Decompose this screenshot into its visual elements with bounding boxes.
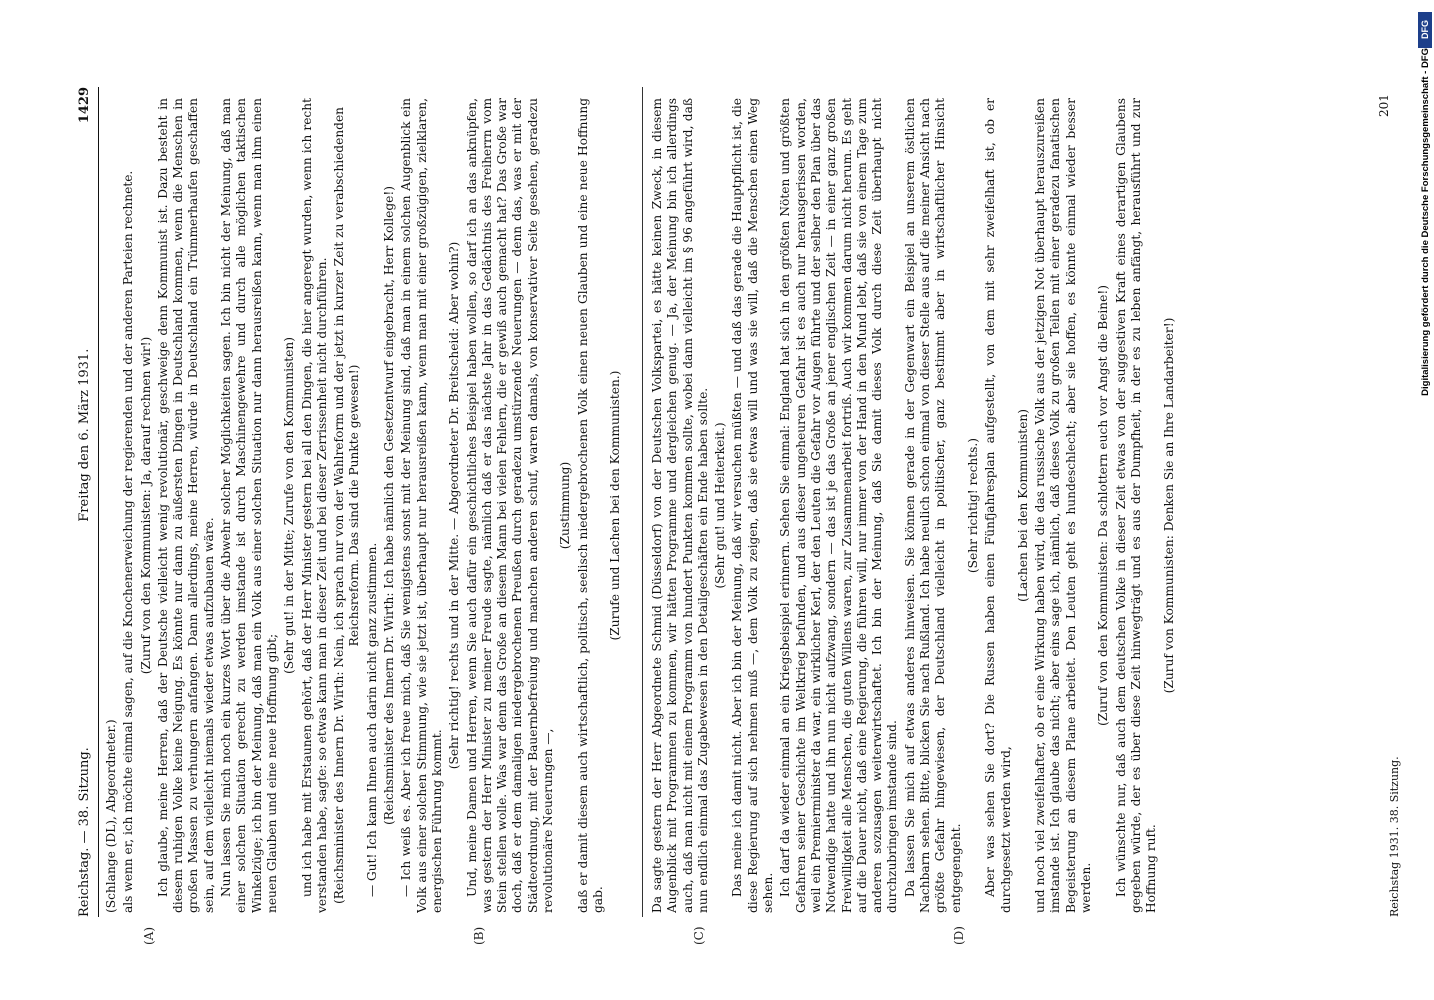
interjection: (Lachen bei den Kommunisten) <box>1015 408 1030 603</box>
right-column <box>650 98 1370 913</box>
paragraph: Nun lassen Sie mich noch ein kurzes Wort über die Abwehr solcher Möglichkeiten sagen. Ich bin nicht der Meinung, daß man einer solchen Situation gerecht zu werden imstande ist durch Maschinengewehre und durch alle möglichen taktischen Winkelzüge; ich bin der Meinung, daß man ein Volk aus einer solchen Situation nur dann herausreißen kann, wenn man ihm einen neuen Glauben und eine neue Hoffnung gibt; <box>219 98 279 913</box>
session-date: Freitag den 6. März 1931. <box>77 348 93 522</box>
margin-letter-a: (A) <box>142 926 156 945</box>
interjection: (Sehr gut! in der Mitte; Zurufe von den Kommunisten) <box>282 337 297 674</box>
margin-letter-d: (D) <box>952 926 966 945</box>
page-number: 1429 <box>77 87 93 124</box>
paragraph: Da lassen Sie mich auf etwas anderes hinweisen. Sie können gerade in der Gegenwart ein Beispiel an unserem östlichen Nachbarn sehen. Bitte, blicken Sie nach Rußland. Ich habe neulich schon einmal von dieser Stelle aus auf die meiner Ansicht nach größte Gefahr hingewiesen, der Deutschland vielleicht in politischer, ganz bestimmt aber in wirtschaftlicher Hinsicht entgegengeht. <box>902 98 963 913</box>
paragraph: Ich glaube, meine Herren, daß der Deutsche vielleicht wenig revolutionär, geschweige denn Kommunist ist. Dazu besteht in diesem ruhigen Volke keine Neigung. Es könnte nur dann zu äußersten Dingen in Deutschland kommen, wenn die Menschen in großen Massen zu verhungern anfangen. Dann allerdings, meine Herren, würde in Deutschland ein Trümmerhaufen geschaffen sein, auf dem vielleicht niemals wieder etwas aufzubauen wäre. <box>155 98 216 913</box>
rotated-page <box>72 87 1412 945</box>
paragraph: als wenn er, ich möchte einmal sagen, auf die Knochenerweichung der regierenden und der anderen Parteien rechnete. <box>121 170 136 913</box>
interjection: (Sehr richtig! rechts.) <box>965 437 980 574</box>
paragraph: Ich darf da wieder einmal an ein Kriegsbeispiel erinnern. Sehen Sie einmal: England hat sich in den größten Nöten und größten Gefahren seiner Geschichte im Weltkrieg befunden, und aus dieser ungeheuren Gefahr ist es auch nur herausgerissen worden, weil ein Premierminister da war, ein wirklicher Kerl, der den Leuten die Gefahr vor Augen führte und der selber den Plan über das Notwendige hatte und ihn nun nicht aufzwang, sondern — das ist je das Große an jener englischen Zeit — in einer ganz großen Freiwilligkeit alle Menschen, die guten Willens waren, zur Zusammenarbeit fortriß. Auch wir kommen darum nicht herum. Es geht auf die Dauer nicht, daß eine Regierung, die führen will, nur immer von der Hand in den Mund lebt, daß sie von einem Tage zum anderen sozusagen weiterwirtschaftet. Ich bin der Meinung, daß Sie damit dieses Volk durch diese Zeit überhaupt nicht durchzubringen imstande sind. <box>778 98 900 913</box>
paragraph: — Ich weiß es. Aber ich freue mich, daß Sie wenigstens sonst mit der Meinung sind, daß man in einem solchen Augenblick ein Volk aus einer solchen Stimmung, wie sie jetzt ist, überhaupt nur herausreißen kann, wenn man mit einer großzügigen, zielklaren, energischen Führung kommt. <box>399 98 444 913</box>
interjection: (Reichsminister des Innern Dr. Wirth: Nein, ich sprach nur von der Wahlreform und der jetzt in kurzer Zeit zu verabschiedenden Reichsreform. Das sind die Punkte gewesen!) <box>332 106 362 905</box>
column-separator <box>642 87 643 917</box>
margin-letter-c: (C) <box>692 926 706 945</box>
paragraph: Aber was sehen Sie dort? Die Russen haben einen Fünfjahresplan aufgestellt, von dem mit sehr zweifelhaft ist, ob er durchgesetzt werden wird, <box>983 98 1013 913</box>
interjection: (Reichsminister des Innern Dr. Wirth: Ich habe nämlich den Gesetzentwurf eingebracht, Herr Kollege!) <box>382 185 397 826</box>
digitization-credit: Digitalisierung gefördert durch die Deutsche Forschungsgemeinschaft - DFG <box>1419 48 1431 396</box>
interjection: (Zuruf von Kommunisten: Denken Sie an Ihre Landarbeiter!) <box>1161 317 1176 694</box>
paragraph: Ich wünschte nur, daß auch dem deutschen Volke in dieser Zeit etwas von der suggestiven Kraft eines derartigen Glaubens gegeben würde, der es über diese Zeit hinwegträgt und es aus der Dumpfheit, in der es zu leben anfängt, herausführt und zur Hoffnung ruft. <box>1113 98 1159 913</box>
interjection: (Zuruf von den Kommunisten: Da schlottern euch vor Angst die Beine!) <box>1096 284 1111 727</box>
paragraph: Da sagte gestern der Herr Abgeordnete Schmid (Düsseldorf) von der Deutschen Volkspartei, es hätte keinen Zweck, in diesem Augenblick mit Programmen zu kommen, wir hätten Programme und dergleichen genug. — Ja, der Meinung bin ich allerdings auch, daß man nicht mit einem Programm von hundert Punkten kommen sollte, wobei dann vielleicht im § 96 angeführt wird, daß nun endlich einmal das Zugabewesen in den Detailgeschäften ein Ende haben sollte. <box>650 98 710 913</box>
interjection: (Zustimmung) <box>558 461 573 550</box>
paragraph: Das meine ich damit nicht. Aber ich bin der Meinung, daß wir versuchen müßten — und daß das gerade die Hauptpflicht ist, die diese Regierung auf sich nehmen muß —, dem Volk zu zeigen, daß sie etwas will und was sie will, daß die Menschen einen Weg sehen. <box>730 98 776 913</box>
dfg-sidebar <box>1416 8 1434 992</box>
interjection: (Zuruf von den Kommunisten: Ja, darauf rechnen wir!) <box>138 336 153 675</box>
dfg-logo: DFG <box>1418 12 1432 48</box>
interjection: (Sehr gut! und Heiterkeit.) <box>713 422 728 589</box>
left-column <box>104 98 624 913</box>
margin-letter-b: (B) <box>472 926 486 945</box>
paragraph: — Gut! Ich kann Ihnen auch darin nicht ganz zustimmen. <box>364 542 379 897</box>
paragraph: und noch viel zweifelhafter, ob er eine Wirkung haben wird, die das russische Volk aus der jetzigen Not überhaupt herauszureißen imstande ist. Ich glaube das nicht; aber eins sage ich, nämlich, daß dieses Volk zu großen Teilen mit einer geradezu fanatischen Begeisterung an diesem Plane arbeitet. Den Leuten geht es hundeschlecht; aber sie hoffen, es könnte einmal wieder besser werden. <box>1033 98 1094 913</box>
paragraph: (Schlange (DL), Abgeordneter.) <box>104 719 118 913</box>
paragraph: und ich habe mit Erstaunen gehört, daß der Herr Minister gestern bei all den Dingen, die hier angeregt wurden, wenn ich recht verstanden habe, sagte: so etwas kann man in dieser Zeit und bei dieser Zerrissenheit nicht durchführen. <box>299 98 329 913</box>
footer-session: Reichstag 1931. 38. Sitzung. <box>1388 756 1401 917</box>
paragraph: Und, meine Damen und Herren, wenn Sie auch dafür ein geschichtliches Beispiel haben wollen, so darf ich an das anknüpfen, was gestern der Herr Minister zu meiner Freude sagte, nämlich daß er das nächste Jahr in das Gedächtnis des Freiherrn vom Stein stellen wolle. Was war denn das Große an diesem Mann bei vielen Fehlern, die er gewiß auch gemacht hat? Das Große war doch, daß er dem damaligen niedergebrochenen Preußen durch geradezu umstürzende Neuerungen — denn das, was er mit der Städteordnung, mit der Bauernbefreiung und manchen anderen schuf, waren damals, von konservativer Seite gesehen, geradezu revolutionäre Neuerungen —, <box>464 98 556 913</box>
paragraph: daß er damit diesem auch wirtschaftlich, politisch, seelisch niedergebrochenen Volk einen neuen Glauben und eine neue Hoffnung gab. <box>575 98 605 913</box>
running-head <box>72 87 99 917</box>
session-title: Reichstag. — 38. Sitzung. <box>77 747 93 917</box>
signature-mark: 201 <box>1377 94 1391 117</box>
interjection: (Sehr richtig! rechts und in der Mitte. — Abgeordneter Dr. Breitscheid: Aber wohin?) <box>447 241 462 770</box>
interjection: (Zurufe und Lachen bei den Kommunisten.) <box>608 370 623 641</box>
